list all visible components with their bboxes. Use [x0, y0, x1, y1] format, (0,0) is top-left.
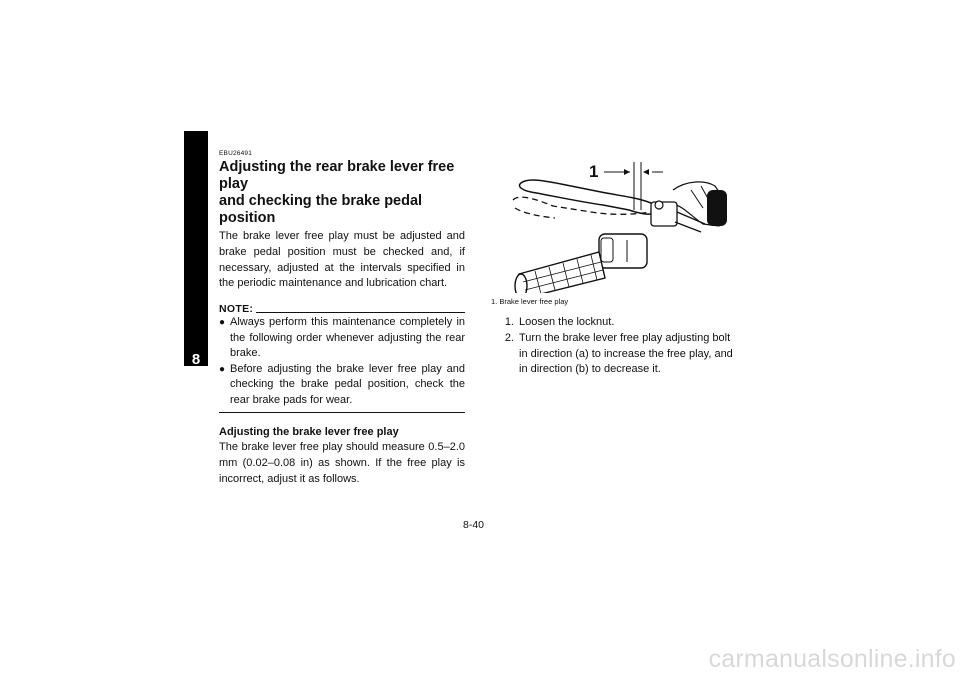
handlebar-grip [515, 252, 605, 293]
bullet-icon: ● [219, 363, 226, 375]
note-bottom-rule [219, 412, 465, 413]
note-label: NOTE: [219, 303, 254, 316]
subsection-body: The brake lever free play should measure 0.5–2.0 mm (0.02–0.08 in) as shown. If the free play is incorrect, adjust it as follows. [219, 441, 465, 485]
note-bullet-text: Before adjusting the brake lever free play and checking the brake pedal position, check the rear brake pads for wear. [230, 362, 465, 406]
note-bullet-text: Always perform this maintenance completely in the following order whenever adjusting the rear brake. [230, 316, 465, 360]
step-item [491, 315, 741, 331]
left-column [219, 150, 465, 488]
step-number: 1. [504, 316, 514, 328]
brake-lever-figure [491, 150, 741, 293]
intro-paragraph: The brake lever free play must be adjusted and brake pedal position must be checked and, if necessary, adjusted at the intervals specified in the periodic maintenance and lubrication chart. [219, 230, 465, 290]
step-number: 2. [504, 331, 514, 344]
step-item [491, 331, 741, 378]
subsection-heading: Adjusting the brake lever free play [219, 426, 399, 439]
note-bullet [219, 362, 465, 409]
chapter-tab [184, 131, 208, 366]
bullet-icon: ● [219, 317, 226, 329]
handlebar-illustration [491, 150, 741, 293]
step-text: Loosen the locknut. [519, 316, 615, 328]
note-top-rule [256, 312, 465, 313]
section-title-line-2: and checking the brake pedal position [219, 193, 423, 226]
figure-caption: 1. Brake lever free play [491, 297, 569, 306]
right-column [491, 150, 741, 378]
note-header [219, 303, 465, 315]
page-number: 8-40 [463, 519, 485, 531]
chapter-number: 8 [191, 351, 201, 368]
watermark: carmanualsonline.info [708, 645, 956, 673]
note-bullet [219, 315, 465, 362]
section-code: EBU26491 [219, 150, 253, 157]
section-title-line-1: Adjusting the rear brake lever free play [219, 159, 455, 192]
step-text: Turn the brake lever free play adjusting bolt in direction (a) to increase the free play, and in direction (b) to decrease it. [519, 331, 733, 376]
section-title [219, 159, 465, 227]
figure-callout: 1 [589, 162, 599, 181]
